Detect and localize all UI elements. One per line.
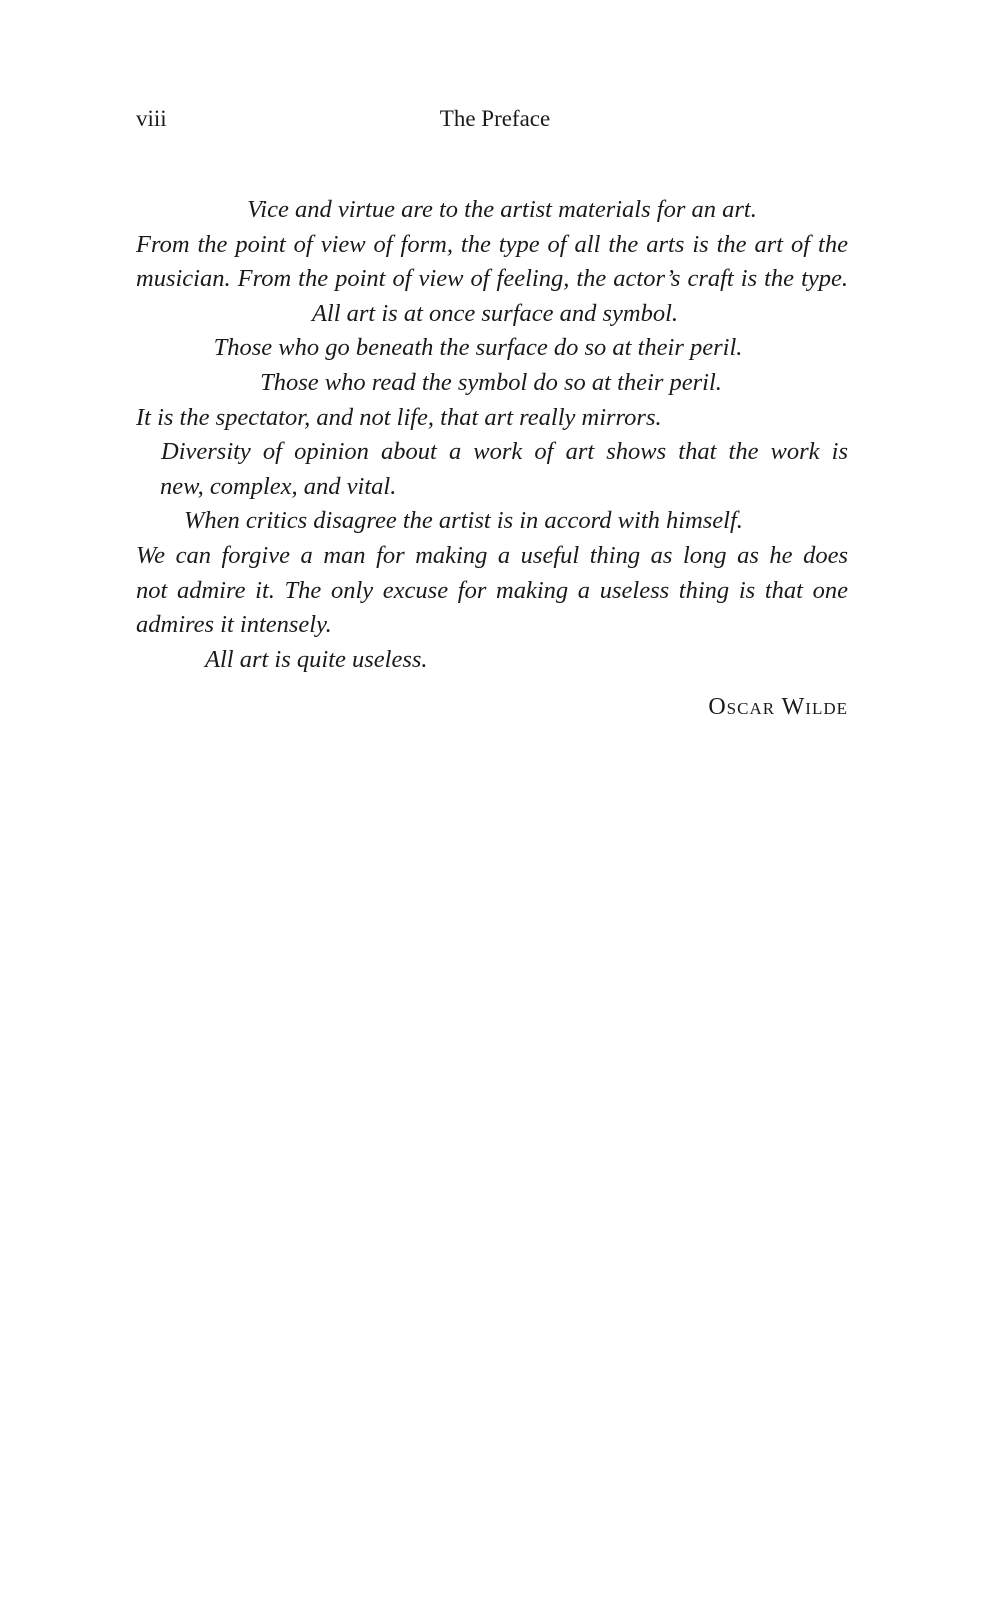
aphorism-line: We can forgive a man for making a useful thing as long as he does [136,541,848,569]
running-title: The Preface [439,106,551,131]
aphorism-line: admires it intensely. [136,611,332,639]
running-head [136,104,848,134]
aphorism-line: All art is at once surface and symbol. [311,299,679,327]
aphorism-line: Those who go beneath the surface do so at their peril. [213,334,743,362]
aphorism-line: It is the spectator, and not life, that art really mirrors. [136,403,662,431]
aphorism-line: From the point of view of form, the type of all the arts is the art of the [136,230,848,258]
aphorism-line: When critics disagree the artist is in accord with himself. [184,507,743,535]
aphorism-line: Diversity of opinion about a work of art shows that the work is [161,438,848,466]
aphorism-line: All art is quite useless. [205,645,428,673]
aphorism-line: not admire it. The only excuse for making a useless thing is that one [136,576,848,604]
author-signature: Oscar Wilde [708,694,848,720]
preface-text [136,193,848,677]
aphorism-line: new, complex, and vital. [160,472,397,500]
page-number: viii [136,106,167,131]
aphorism-line: Those who read the symbol do so at their peril. [260,368,722,396]
aphorism-line: Vice and virtue are to the artist materials for an art. [247,196,757,223]
aphorism-line: musician. From the point of view of feeling, the actor’s craft is the type. [136,265,848,293]
